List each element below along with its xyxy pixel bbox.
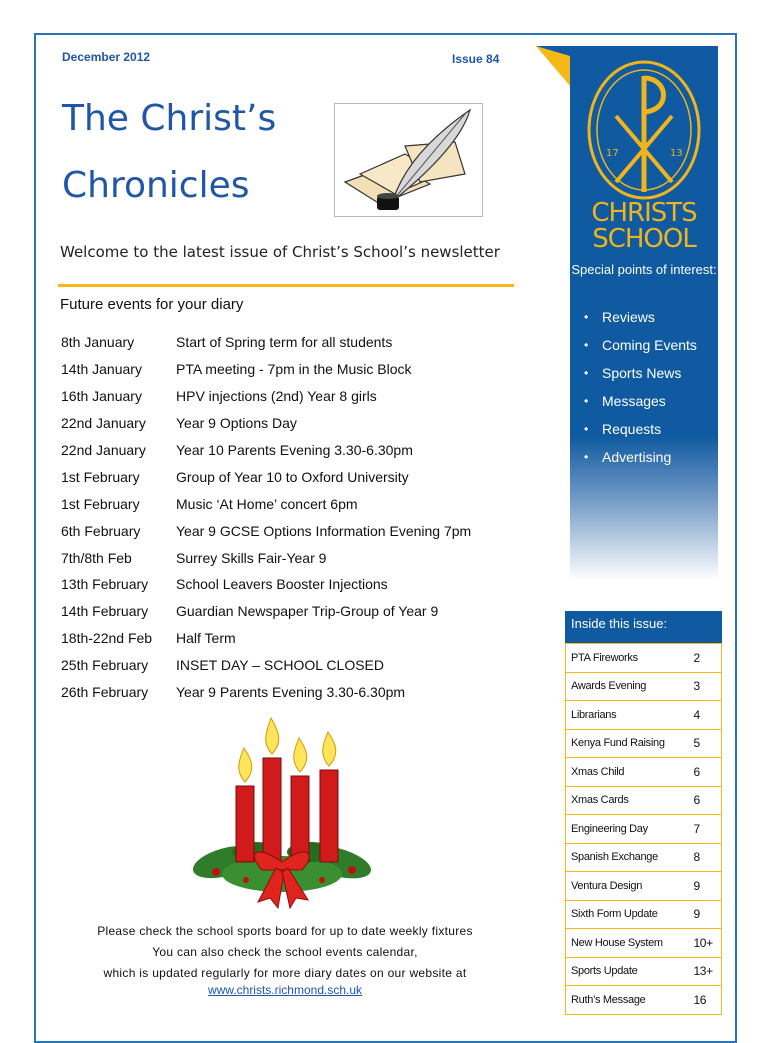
logo-text-christs: CHRISTS <box>591 198 697 228</box>
event-description: PTA meeting - 7pm in the Music Block <box>176 361 412 378</box>
article-page: 16 <box>693 986 721 1015</box>
website-link[interactable]: www.christs.richmond.sch.uk <box>207 983 363 997</box>
event-date: 13th February <box>61 576 149 593</box>
article-name: Ventura Design <box>566 872 694 901</box>
event-description: INSET DAY – SCHOOL CLOSED <box>176 657 384 674</box>
future-events-heading: Future events for your diary <box>60 296 244 313</box>
event-row <box>61 571 521 598</box>
event-row <box>61 652 521 679</box>
newsletter-title-line1: The Christ’s <box>62 98 277 139</box>
table-row <box>566 729 722 758</box>
table-row <box>566 672 722 701</box>
event-row <box>61 544 521 571</box>
logo-text-school: SCHOOL <box>592 224 696 254</box>
event-row <box>61 490 521 517</box>
event-description: Year 10 Parents Evening 3.30-6.30pm <box>176 442 413 458</box>
event-date: 1st February <box>61 468 140 485</box>
page-corner-fold <box>536 46 570 86</box>
crest-year-left: 17 <box>606 148 619 159</box>
table-row <box>566 786 722 815</box>
table-row <box>566 758 722 787</box>
table-row <box>566 900 722 929</box>
article-page: 2 <box>693 644 721 673</box>
table-row <box>566 929 722 958</box>
article-name: New House System <box>566 929 694 958</box>
article-name: Awards Evening <box>566 672 694 701</box>
article-page: 10+ <box>693 929 721 958</box>
event-description: Music ‘At Home’ concert 6pm <box>176 495 358 512</box>
article-page: 4 <box>693 701 721 730</box>
event-description: Half Term <box>176 630 236 647</box>
event-date: 7th/8th Feb <box>61 549 132 566</box>
issue-number: Issue 84 <box>452 52 500 66</box>
article-page: 6 <box>693 758 721 787</box>
article-page: 5 <box>693 729 721 758</box>
event-date: 18th-22nd Feb <box>61 630 153 647</box>
article-name: PTA Fireworks <box>566 644 694 673</box>
event-row <box>61 625 521 652</box>
article-name: Ruth’s Message <box>566 986 694 1015</box>
event-row <box>61 437 521 464</box>
event-description: Surrey Skills Fair-Year 9 <box>176 549 327 566</box>
article-name: Engineering Day <box>566 815 694 844</box>
footer-line-calendar: You can also check the school events calendar, <box>152 945 418 959</box>
advent-candles-icon <box>186 712 382 912</box>
special-point-advertising: • Advertising <box>584 447 718 468</box>
event-description: Year 9 GCSE Options Information Evening 7pm <box>176 522 472 539</box>
quill-and-paper-icon <box>334 103 483 217</box>
event-description: HPV injections (2nd) Year 8 girls <box>176 388 377 405</box>
event-row <box>61 383 521 410</box>
sidebar-panel <box>570 46 718 581</box>
special-points-title: Special points of interest: <box>571 262 717 277</box>
event-date: 25th February <box>61 657 149 674</box>
event-date: 14th January <box>61 361 142 378</box>
issue-date: December 2012 <box>62 50 151 64</box>
article-name: Xmas Child <box>566 758 694 787</box>
table-row <box>566 957 722 986</box>
gold-divider <box>58 284 514 287</box>
event-date: 14th February <box>61 603 149 620</box>
table-row <box>566 644 722 673</box>
footer-notice <box>62 924 508 997</box>
chi-rho-crest-icon <box>584 54 704 214</box>
footer-line-sports: Please check the school sports board for up to date weekly fixtures <box>97 924 473 938</box>
special-point-messages: • Messages <box>584 391 718 412</box>
event-description: School Leavers Booster Injections <box>176 576 388 593</box>
article-page: 8 <box>693 843 721 872</box>
table-row <box>566 843 722 872</box>
article-page: 3 <box>693 672 721 701</box>
special-point-reviews: • Reviews <box>584 307 718 328</box>
event-row <box>61 463 521 490</box>
crest-year-right: 13 <box>670 148 683 159</box>
article-page: 6 <box>693 786 721 815</box>
event-date: 8th January <box>61 334 135 351</box>
table-row <box>566 986 722 1015</box>
event-row <box>61 356 521 383</box>
article-page: 13+ <box>693 957 721 986</box>
event-description: Guardian Newspaper Trip-Group of Year 9 <box>176 603 439 620</box>
article-name: Sixth Form Update <box>566 900 694 929</box>
footer-line-website: which is updated regularly for more diary dates on our website at <box>103 966 467 980</box>
article-name: Spanish Exchange <box>566 843 694 872</box>
article-page: 9 <box>693 872 721 901</box>
article-page: 9 <box>693 900 721 929</box>
event-description: Start of Spring term for all students <box>176 334 393 351</box>
event-row <box>61 517 521 544</box>
article-name: Librarians <box>566 701 694 730</box>
event-date: 22nd January <box>61 415 146 432</box>
article-name: Kenya Fund Raising <box>566 729 694 758</box>
article-name: Xmas Cards <box>566 786 694 815</box>
special-point-requests: • Requests <box>584 419 718 440</box>
event-row <box>61 410 521 437</box>
article-name: Sports Update <box>566 957 694 986</box>
table-row <box>566 701 722 730</box>
event-description: Group of Year 10 to Oxford University <box>176 468 409 485</box>
special-point-coming-events: • Coming Events <box>584 335 718 356</box>
event-description: Year 9 Parents Evening 3.30-6.30pm <box>176 684 406 701</box>
event-row <box>61 598 521 625</box>
event-row <box>61 329 521 356</box>
event-date: 1st February <box>61 495 140 512</box>
table-row <box>566 815 722 844</box>
special-point-sports-news: • Sports News <box>584 363 718 384</box>
event-description: Year 9 Options Day <box>176 415 297 432</box>
inside-issue-heading: Inside this issue: <box>565 611 722 643</box>
inside-issue-table <box>565 643 722 1015</box>
event-date: 22nd January <box>61 442 146 458</box>
welcome-text: Welcome to the latest issue of Christ’s School’s newsletter <box>60 243 500 261</box>
table-row <box>566 872 722 901</box>
event-row <box>61 679 521 706</box>
event-date: 26th February <box>61 684 149 701</box>
event-date: 16th January <box>61 388 142 405</box>
special-points-list <box>584 307 718 475</box>
event-date: 6th February <box>61 522 141 539</box>
article-page: 7 <box>693 815 721 844</box>
events-list <box>61 329 521 705</box>
newsletter-title-line2: Chronicles <box>62 165 250 206</box>
